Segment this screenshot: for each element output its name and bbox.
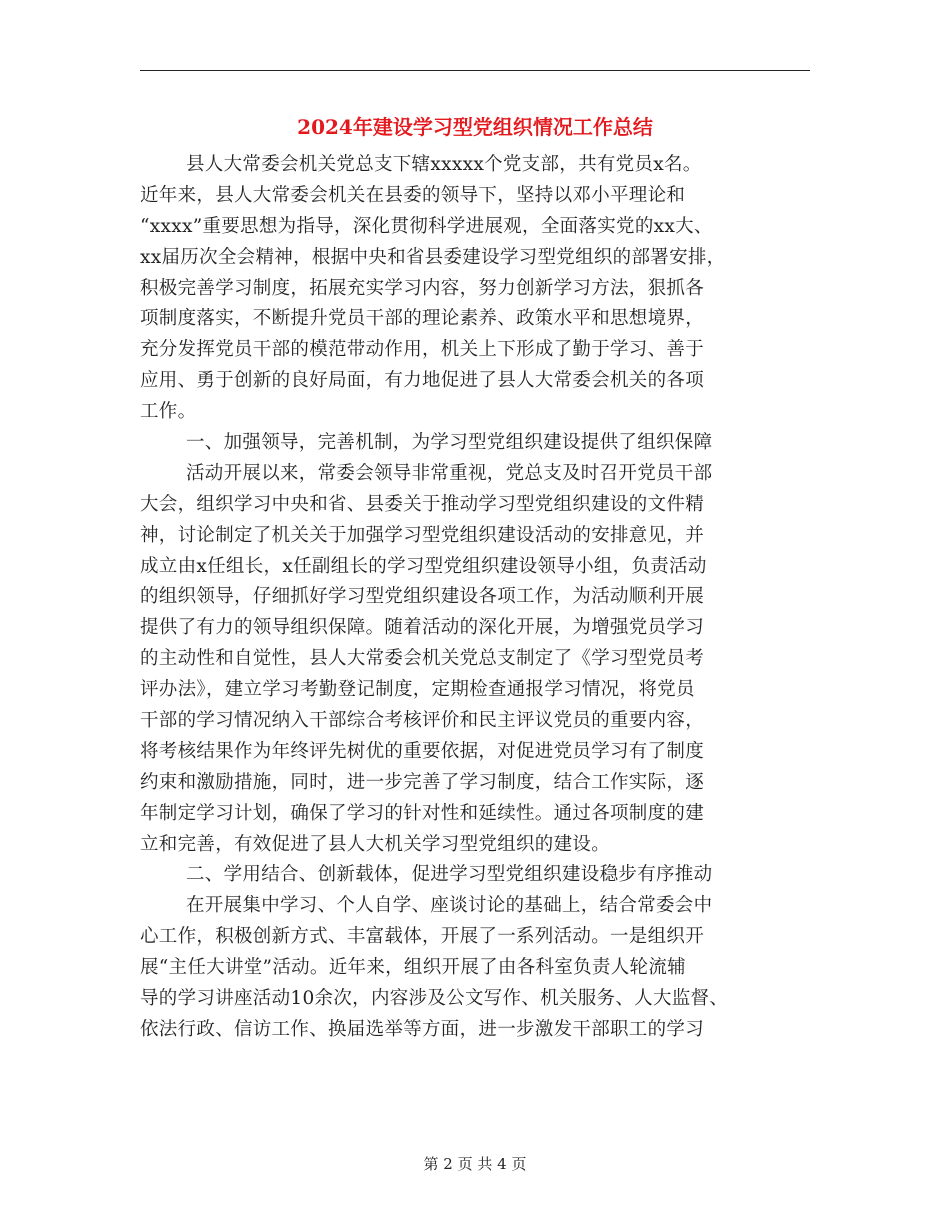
text-line: 县人大常委会机关党总支下辖xxxxx个党支部，共有党员x名。 [186,154,702,175]
page-footer: 第 2 页 共 4 页 [423,1155,527,1173]
text-line: 立和完善，有效促进了县人大机关学习型党组织的建设。 [140,833,611,855]
text-line: 导的学习讲座活动10余次，内容涉及公文写作、机关服务、人大监督、 [140,988,729,1010]
text-line: 约束和激励措施，同时，进一步完善了学习制度，结合工作实际，逐 [140,771,705,793]
text-line: 将考核结果作为年终评先树优的重要依据，对促进党员学习有了制度 [140,740,705,762]
text-line: 活动开展以来，常委会领导非常重视，党总支及时召开党员干部 [186,462,713,484]
text-line: 积极完善学习制度，拓展充实学习内容，努力创新学习方法，狠抓各 [140,277,705,299]
header-rule [140,70,810,71]
text-line: 的主动性和自觉性，县人大常委会机关党总支制定了《学习型党员考 [140,648,705,670]
text-line: 近年来，县人大常委会机关在县委的领导下，坚持以邓小平理论和 [140,184,686,206]
document-body [140,150,820,1046]
text-line: 提供了有力的领导组织保障。随着活动的深化开展，为增强党员学习 [140,617,705,639]
text-line: 在开展集中学习、个人自学、座谈讨论的基础上，结合常委会中 [186,895,713,917]
text-line: 工作。 [140,401,197,423]
text-line: 的组织领导，仔细抓好学习型党组织建设各项工作，为活动顺利开展 [140,586,705,608]
text-line: 大会，组织学习中央和省、县委关于推动学习型党组织建设的文件精 [140,493,705,515]
text-line: 二、学用结合、创新载体，促进学习型党组织建设稳步有序推动 [186,864,713,886]
text-line: 展“主任大讲堂”活动。近年来，组织开展了由各科室负责人轮流辅 [140,957,686,979]
text-line: 项制度落实，不断提升党员干部的理论素养、政策水平和思想境界， [140,308,705,330]
text-line: 依法行政、信访工作、换届选举等方面，进一步激发干部职工的学习 [140,1018,705,1040]
text-line: 充分发挥党员干部的模范带动作用，机关上下形成了勤于学习、善于 [140,339,705,361]
text-line: 神，讨论制定了机关关于加强学习型党组织建设活动的安排意见，并 [140,524,705,546]
text-line: 应用、勇于创新的良好局面，有力地促进了县人大常委会机关的各项 [140,370,705,392]
document-title: 2024年建设学习型党组织情况工作总结 [297,115,653,139]
text-line: 干部的学习情况纳入干部综合考核评价和民主评议党员的重要内容， [140,710,705,732]
text-line: 一、加强领导，完善机制，为学习型党组织建设提供了组织保障 [186,432,713,454]
text-line: 评办法》，建立学习考勤登记制度，定期检查通报学习情况，将党员 [140,679,695,701]
text-line: 年制定学习计划，确保了学习的针对性和延续性。通过各项制度的建 [140,802,705,824]
text-line: xx届历次全会精神，根据中央和省县委建设学习型党组织的部署安排， [140,246,726,268]
text-line: 心工作，积极创新方式、丰富载体，开展了一系列活动。一是组织开 [140,926,705,948]
text-line: 成立由x任组长，x任副组长的学习型党组织建设领导小组，负责活动 [140,555,707,577]
text-line: “xxxx”重要思想为指导，深化贯彻科学进展观，全面落实党的xx大、 [140,215,713,237]
